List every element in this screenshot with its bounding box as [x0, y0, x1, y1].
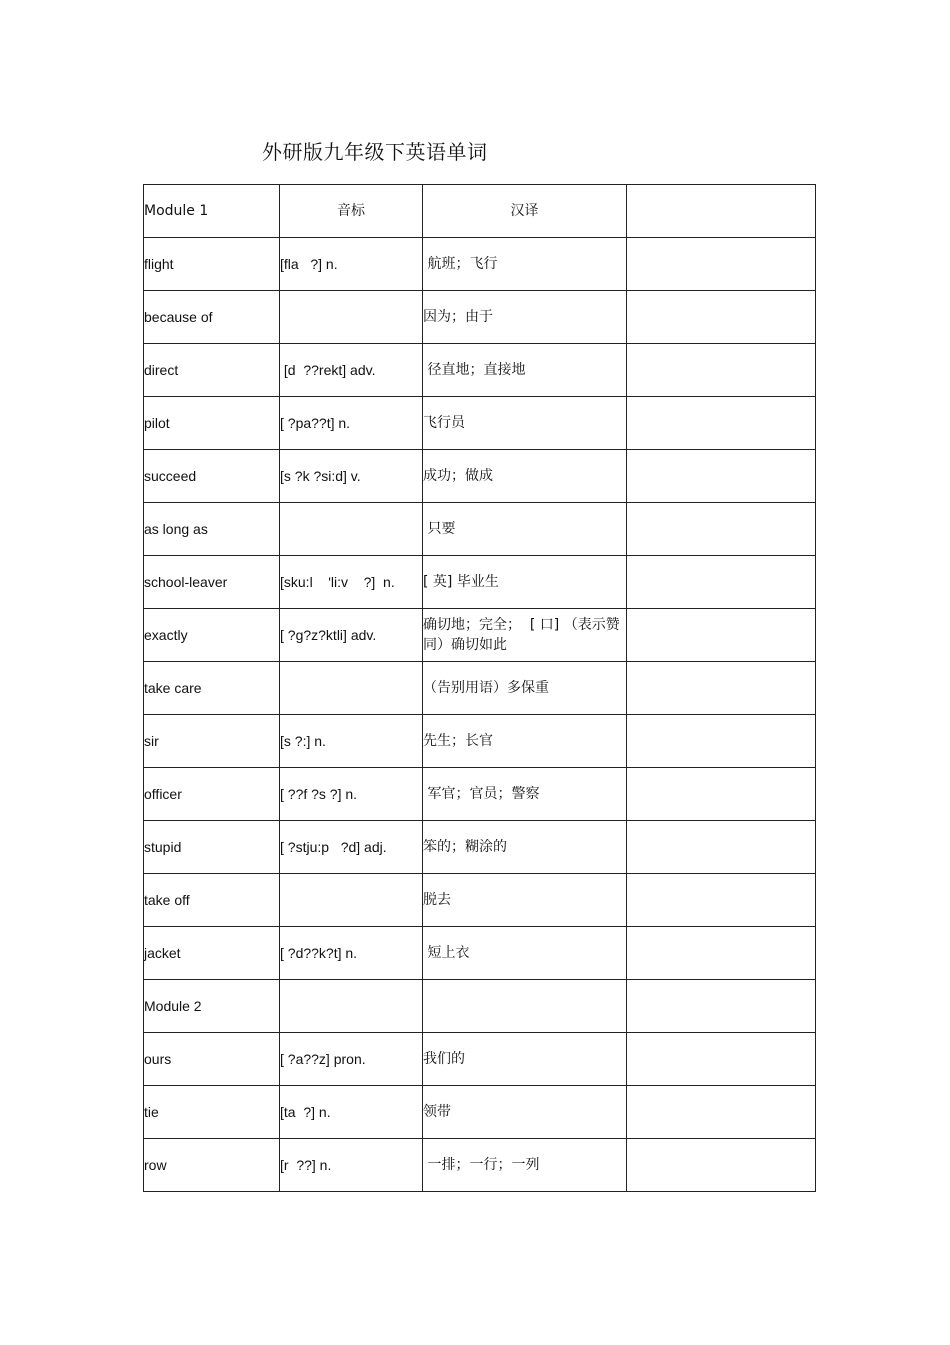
empty-cell	[627, 344, 816, 397]
word-cell: officer	[144, 768, 280, 821]
empty-cell	[627, 821, 816, 874]
phonetic-cell: [fla ?] n.	[280, 238, 423, 291]
translation-cell: 军官；官员；警察	[423, 768, 627, 821]
word-cell: exactly	[144, 609, 280, 662]
phonetic-cell: [sku:l 'li:v ?] n.	[280, 556, 423, 609]
word-cell: row	[144, 1139, 280, 1192]
table-row	[144, 715, 816, 768]
empty-cell	[627, 503, 816, 556]
empty-cell	[627, 450, 816, 503]
table-row	[144, 291, 816, 344]
phonetic-cell	[280, 874, 423, 927]
translation-cell: 脱去	[423, 874, 627, 927]
empty-cell	[627, 609, 816, 662]
empty-cell	[627, 1086, 816, 1139]
table-row	[144, 874, 816, 927]
word-cell: take off	[144, 874, 280, 927]
translation-cell	[423, 980, 627, 1033]
empty-cell	[627, 980, 816, 1033]
empty-cell	[627, 662, 816, 715]
phonetic-cell	[280, 662, 423, 715]
translation-cell: 笨的；糊涂的	[423, 821, 627, 874]
translation-cell: 短上衣	[423, 927, 627, 980]
document-title: 外研版九年级下英语单词	[262, 140, 488, 164]
empty-cell	[627, 397, 816, 450]
table-row	[144, 1086, 816, 1139]
phonetic-cell: [ ??f ?s ?] n.	[280, 768, 423, 821]
translation-cell: 先生；长官	[423, 715, 627, 768]
translation-cell: 领带	[423, 1086, 627, 1139]
phonetic-cell	[280, 503, 423, 556]
table-row	[144, 556, 816, 609]
empty-cell	[627, 768, 816, 821]
phonetic-cell	[280, 291, 423, 344]
word-cell: jacket	[144, 927, 280, 980]
phonetic-cell	[280, 980, 423, 1033]
header-translation: 汉译	[423, 185, 627, 238]
table-row	[144, 927, 816, 980]
phonetic-cell: [ ?d??k?t] n.	[280, 927, 423, 980]
empty-cell	[627, 927, 816, 980]
translation-cell: 因为；由于	[423, 291, 627, 344]
module-row	[144, 980, 816, 1033]
table-header-row	[144, 185, 816, 238]
word-cell: as long as	[144, 503, 280, 556]
table-row	[144, 450, 816, 503]
table-row	[144, 768, 816, 821]
translation-cell: 确切地；完全； [ 口] （表示赞同）确切如此	[423, 609, 627, 662]
word-cell: pilot	[144, 397, 280, 450]
word-cell: sir	[144, 715, 280, 768]
empty-cell	[627, 556, 816, 609]
empty-cell	[627, 1139, 816, 1192]
table-row	[144, 344, 816, 397]
phonetic-cell: [ ?g?z?ktli] adv.	[280, 609, 423, 662]
word-cell: because of	[144, 291, 280, 344]
phonetic-cell: [s ?k ?si:d] v.	[280, 450, 423, 503]
word-cell: ours	[144, 1033, 280, 1086]
phonetic-cell: [r ??] n.	[280, 1139, 423, 1192]
word-cell: flight	[144, 238, 280, 291]
phonetic-cell: [s ?:] n.	[280, 715, 423, 768]
table-row	[144, 609, 816, 662]
word-cell: succeed	[144, 450, 280, 503]
table-row	[144, 397, 816, 450]
header-module-label: Module 1	[144, 185, 280, 238]
word-cell: direct	[144, 344, 280, 397]
translation-cell: 我们的	[423, 1033, 627, 1086]
word-cell: tie	[144, 1086, 280, 1139]
translation-cell: 一排；一行；一列	[423, 1139, 627, 1192]
word-cell: stupid	[144, 821, 280, 874]
table-row	[144, 662, 816, 715]
header-phonetic: 音标	[280, 185, 423, 238]
empty-cell	[627, 715, 816, 768]
vocabulary-table	[143, 184, 816, 1192]
phonetic-cell: [ta ?] n.	[280, 1086, 423, 1139]
phonetic-cell: [ ?stju:p ?d] adj.	[280, 821, 423, 874]
word-cell: school-leaver	[144, 556, 280, 609]
empty-cell	[627, 291, 816, 344]
empty-cell	[627, 874, 816, 927]
translation-cell: 只要	[423, 503, 627, 556]
header-empty	[627, 185, 816, 238]
empty-cell	[627, 238, 816, 291]
translation-cell: （告别用语）多保重	[423, 662, 627, 715]
phonetic-cell: [ ?a??z] pron.	[280, 1033, 423, 1086]
table-row	[144, 1033, 816, 1086]
table-row	[144, 503, 816, 556]
translation-cell: 成功；做成	[423, 450, 627, 503]
table-row	[144, 1139, 816, 1192]
phonetic-cell: [ ?pa??t] n.	[280, 397, 423, 450]
table-row	[144, 821, 816, 874]
translation-cell: 径直地；直接地	[423, 344, 627, 397]
translation-cell: 飞行员	[423, 397, 627, 450]
translation-cell: [ 英] 毕业生	[423, 556, 627, 609]
word-cell: take care	[144, 662, 280, 715]
empty-cell	[627, 1033, 816, 1086]
module-label: Module 2	[144, 980, 280, 1033]
table-row	[144, 238, 816, 291]
phonetic-cell: [d ??rekt] adv.	[280, 344, 423, 397]
translation-cell: 航班；飞行	[423, 238, 627, 291]
